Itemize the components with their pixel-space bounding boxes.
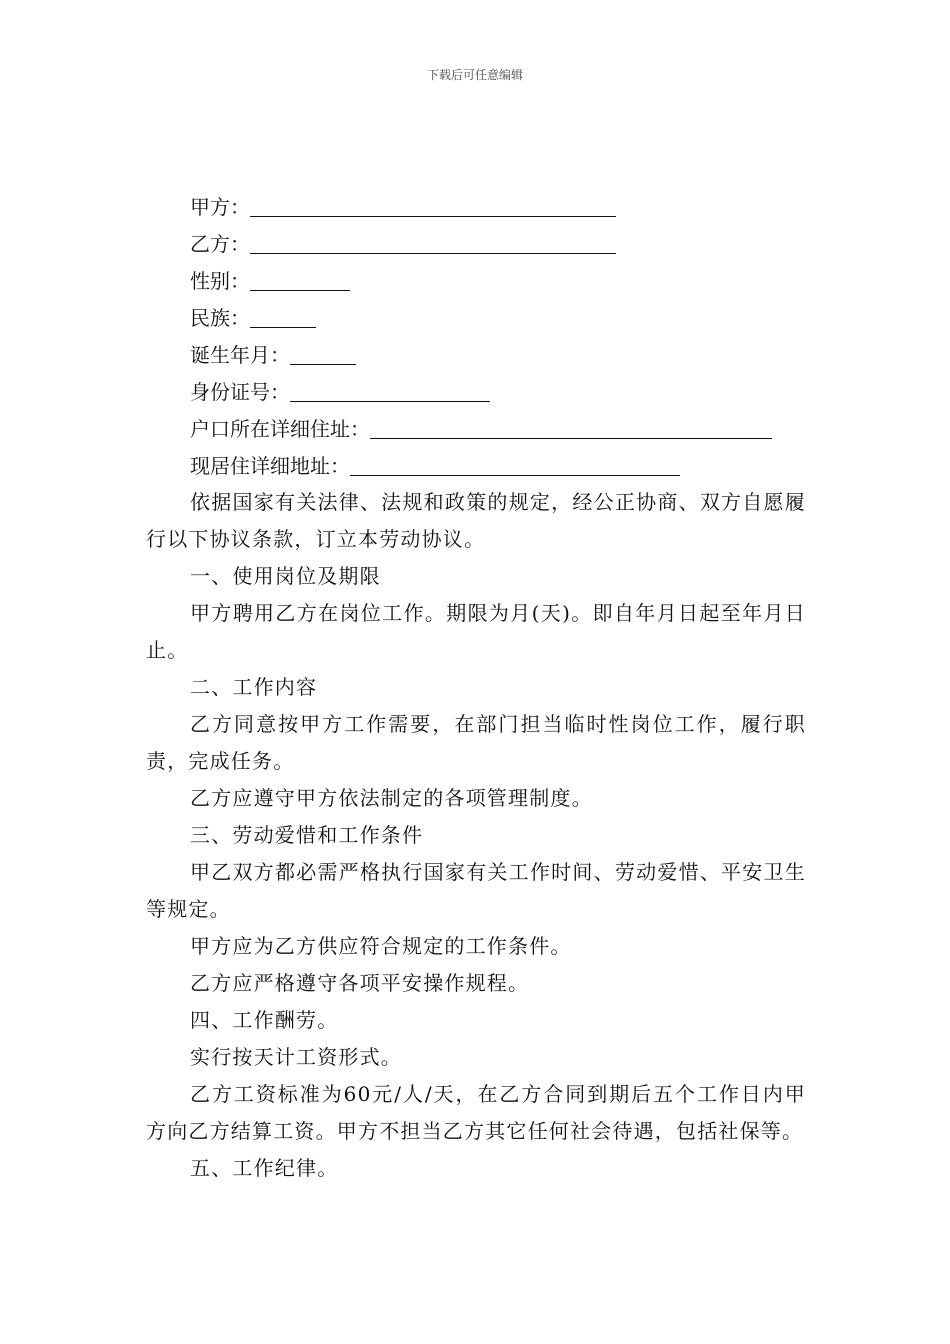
form-field-blank-line[interactable] [370, 437, 772, 439]
form-field-row [146, 262, 806, 299]
intro-paragraph: 依据国家有关法律、法规和政策的规定，经公正协商、双方自愿履行以下协议条款，订立本劳动协议。 [146, 490, 806, 551]
form-field-row [146, 225, 806, 262]
section-4-paragraph-1: 实行按天计工资形式。 [190, 1045, 402, 1069]
form-field-blank-line[interactable] [290, 363, 356, 365]
section-3-title: 三、劳动爱惜和工作条件 [190, 823, 424, 847]
section-4-paragraph-2: 乙方工资标准为60元/人/天，在乙方合同到期后五个工作日内甲方向乙方结算工资。甲方不担当乙方其它任何社会待遇，包括社保等。 [146, 1082, 806, 1143]
form-field-blank-line[interactable] [250, 326, 316, 328]
form-field-label: 民族： [190, 306, 250, 330]
form-field-row [146, 188, 806, 225]
form-field-row [146, 373, 806, 410]
form-field-label: 现居住详细地址： [190, 454, 350, 478]
section-2-title: 二、工作内容 [190, 675, 318, 699]
section-1-title: 一、使用岗位及期限 [190, 564, 381, 588]
page-header-note: 下载后可任意编辑 [426, 68, 523, 82]
form-field-row [146, 299, 806, 336]
form-field-label: 户口所在详细住址： [190, 417, 370, 441]
section-3-paragraph-3: 乙方应严格遵守各项平安操作规程。 [190, 971, 530, 995]
form-field-blank-line[interactable] [250, 215, 616, 217]
party-info-fields [146, 188, 806, 484]
section-5-title: 五、工作纪律。 [190, 1156, 339, 1180]
form-field-label: 甲方： [190, 195, 250, 219]
form-field-blank-line[interactable] [350, 474, 680, 476]
form-field-blank-line[interactable] [290, 400, 490, 402]
form-field-row [146, 336, 806, 373]
form-field-label: 诞生年月： [190, 343, 290, 367]
form-field-row [146, 447, 806, 484]
section-2-paragraph-2: 乙方应遵守甲方依法制定的各项管理制度。 [190, 786, 593, 810]
form-field-blank-line[interactable] [250, 252, 616, 254]
form-field-label: 身份证号： [190, 380, 290, 404]
section-4-title: 四、工作酬劳。 [190, 1008, 339, 1032]
section-3-paragraph-1: 甲乙双方都必需严格执行国家有关工作时间、劳动爱惜、平安卫生等规定。 [146, 860, 806, 921]
section-2-paragraph-1: 乙方同意按甲方工作需要，在部门担当临时性岗位工作，履行职责，完成任务。 [146, 712, 806, 773]
contract-body [146, 188, 806, 1187]
form-field-row [146, 410, 806, 447]
form-field-label: 性别： [190, 269, 250, 293]
form-field-blank-line[interactable] [250, 289, 350, 291]
section-3-paragraph-2: 甲方应为乙方供应符合规定的工作条件。 [190, 934, 572, 958]
form-field-label: 乙方： [190, 232, 250, 256]
section-1-paragraph-1: 甲方聘用乙方在岗位工作。期限为月(天)。即自年月日起至年月日止。 [146, 601, 806, 662]
